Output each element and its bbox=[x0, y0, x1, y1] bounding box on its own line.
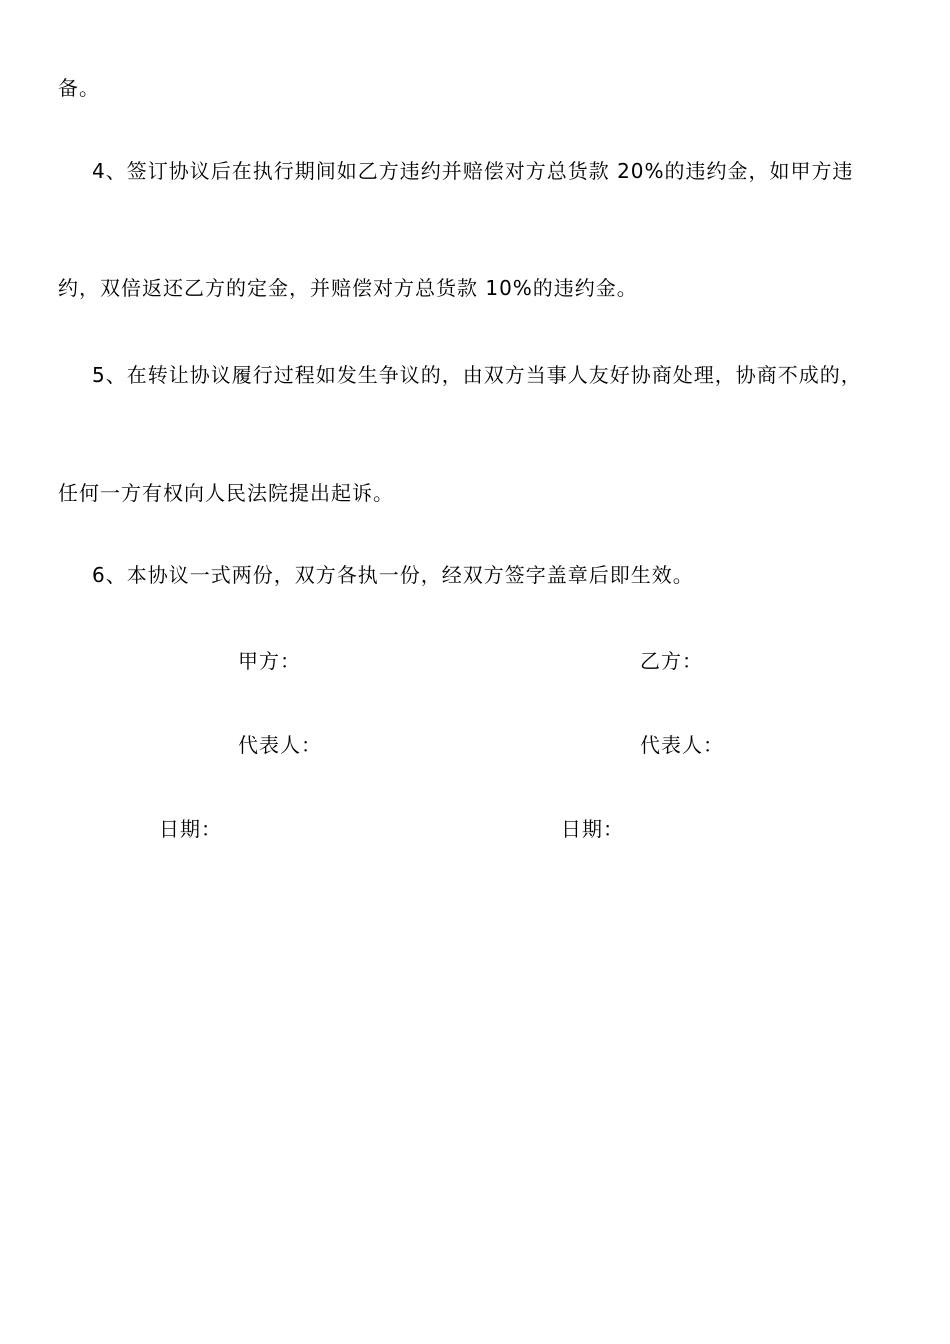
party-b-date-label: 日期： bbox=[561, 817, 624, 841]
text-line-continuation: 备。 bbox=[58, 76, 100, 100]
clause-5-line-2: 任何一方有权向人民法院提出起诉。 bbox=[58, 481, 394, 505]
party-b-label: 乙方： bbox=[640, 649, 703, 673]
party-a-label: 甲方： bbox=[238, 649, 301, 673]
party-a-date-label: 日期： bbox=[159, 817, 222, 841]
party-a-representative-label: 代表人： bbox=[238, 733, 322, 757]
clause-5-line-1: 5、在转让协议履行过程如发生争议的，由双方当事人友好协商处理，协商不成的， bbox=[92, 363, 862, 387]
clause-4-line-2: 约，双倍返还乙方的定金，并赔偿对方总货款 10%的违约金。 bbox=[58, 276, 638, 300]
party-b-representative-label: 代表人： bbox=[640, 733, 724, 757]
clause-4-line-1: 4、签订协议后在执行期间如乙方违约并赔偿对方总货款 20%的违约金，如甲方违 bbox=[92, 159, 854, 183]
clause-6-line: 6、本协议一式两份，双方各执一份，经双方签字盖章后即生效。 bbox=[92, 563, 694, 587]
